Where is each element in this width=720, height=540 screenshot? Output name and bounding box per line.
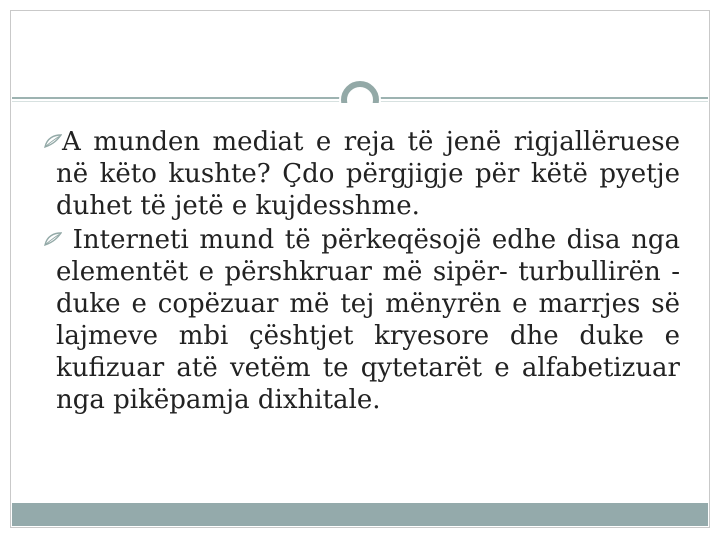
leaf-bullet-icon	[44, 232, 62, 246]
footer-band	[12, 503, 708, 526]
bullet-text-1: A munden mediat e reja të jenë rigjallëruese në këto kushte? Çdo përgjigje për këtë pyetje duhet të jetë e kujdesshme.	[56, 127, 680, 221]
bullet-list	[44, 126, 680, 416]
bullet-item-1	[44, 126, 680, 222]
bullet-item-2	[44, 224, 680, 416]
bullet-text-2: Interneti mund të përkeqësojë edhe disa nga elementët e përshkruar më sipër- turbullirën - duke e copëzuar më tej mënyrën e marrjes së lajmeve mbi çështjet kryesore dhe duke e kufizuar atë vetëm te qytetarët e alfabetizuar nga pikëpamja dixhitale.	[56, 225, 680, 415]
leaf-bullet-icon	[44, 134, 62, 148]
